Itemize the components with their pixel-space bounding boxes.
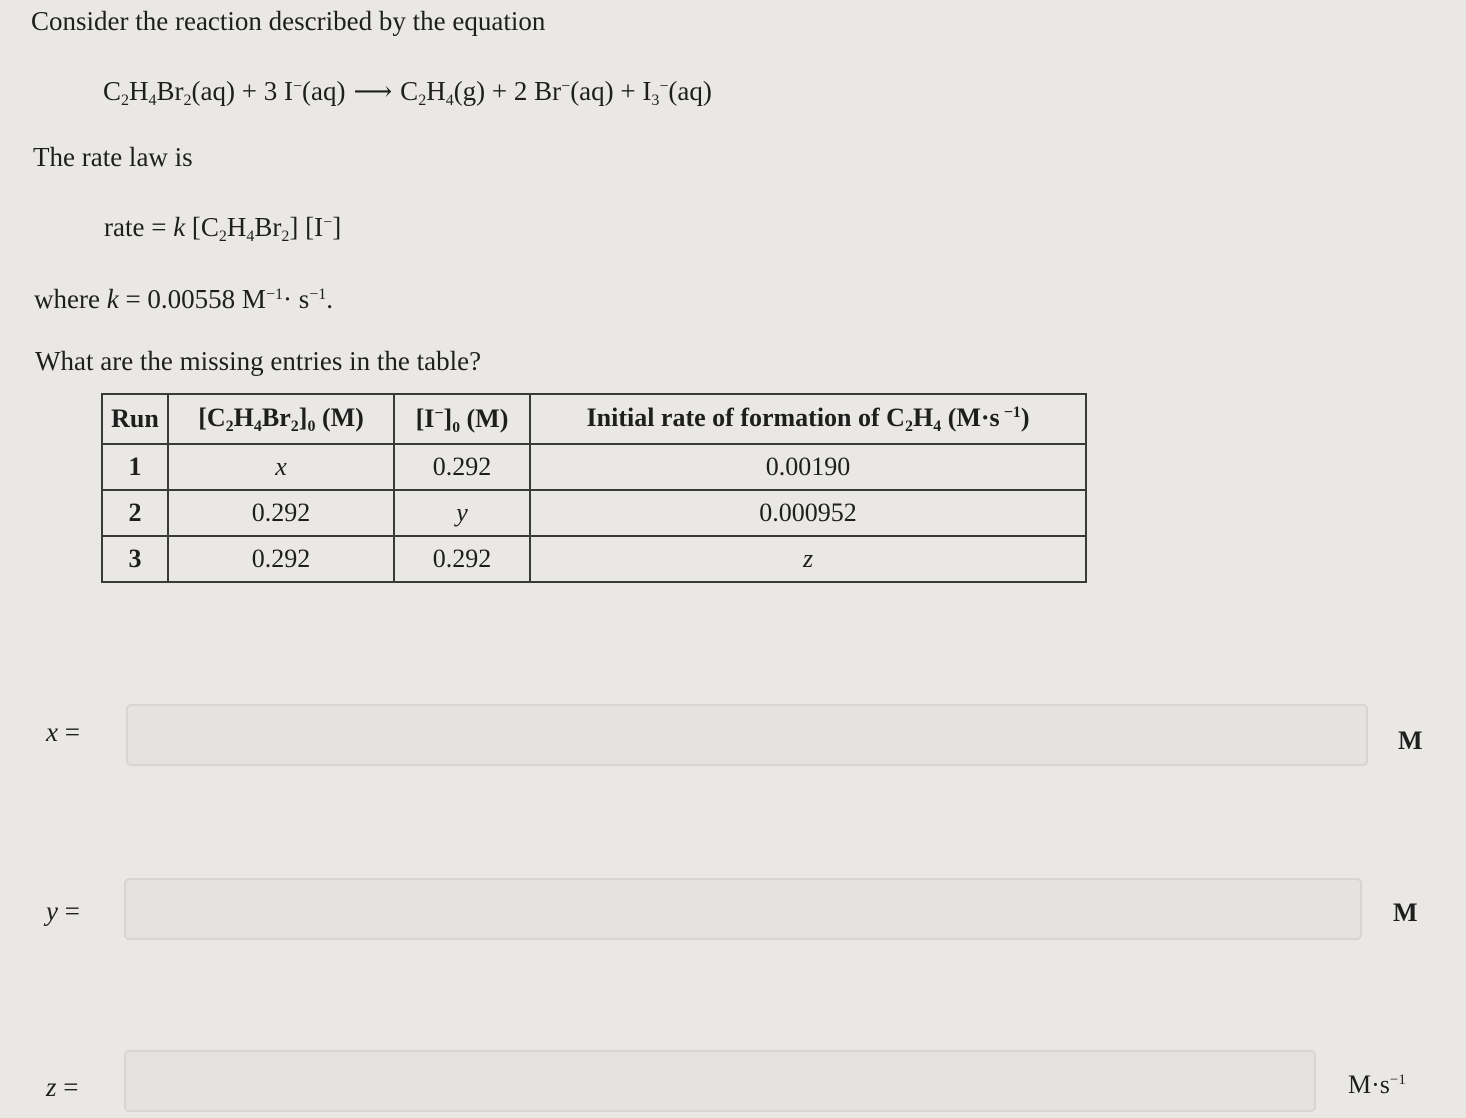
cell-rate: 0.000952: [530, 490, 1086, 536]
reaction-equation: $C_2H_4Br_2(aq) + 3$ I−(aq) ⟶ $C_2H_4(g) + 2$ $Br^-(aq) + I_3^-(aq)$: [103, 76, 712, 109]
answer-z-unit: $M\cdot s^{-1}$: [1348, 1070, 1406, 1099]
header-c2h4br2-conc: $[C_2H_4Br_2]_0$ (M): [168, 394, 394, 444]
answer-y-input[interactable]: [124, 878, 1362, 940]
header-iodide-conc: [I−]₀ (M): [394, 394, 530, 444]
answer-x-label: x =: [46, 717, 80, 747]
cell-run: 3: [102, 536, 168, 582]
rate-law-label: The rate law is: [33, 142, 193, 172]
cell-c2h4br2: 0.292: [168, 490, 394, 536]
answer-y-unit: M: [1393, 898, 1418, 927]
cell-c2h4br2: 0.292: [168, 536, 394, 582]
question-text: What are the missing entries in the table?: [35, 346, 482, 376]
header-initial-rate: Initial rate of formation of $C_2H_4$ (M·s $^{-1}$): [530, 394, 1086, 444]
answer-z-label: z =: [46, 1072, 79, 1102]
answer-x-input[interactable]: [126, 704, 1368, 766]
cell-run: 2: [102, 490, 168, 536]
cell-rate: 0.00190: [530, 444, 1086, 490]
cell-c2h4br2: x: [168, 444, 394, 490]
kinetics-data-table: [101, 393, 1087, 583]
answer-y-label: y =: [46, 896, 80, 926]
answer-x-unit: M: [1398, 726, 1423, 755]
answer-z-input[interactable]: [124, 1050, 1316, 1112]
cell-rate: z: [530, 536, 1086, 582]
cell-iodide: 0.292: [394, 536, 530, 582]
cell-iodide: y: [394, 490, 530, 536]
table-row: [102, 536, 1086, 582]
reaction-arrow-icon: ⟶: [353, 76, 393, 106]
cell-run: 1: [102, 444, 168, 490]
rate-constant-line: where k = 0.00558 $M^{-1}\cdot s^{-1}$.: [34, 284, 333, 314]
cell-iodide: 0.292: [394, 444, 530, 490]
header-run: Run: [102, 394, 168, 444]
intro-text: Consider the reaction described by the equation: [31, 6, 546, 36]
rate-law-equation: rate = k $[C_2H_4Br_2]$ [I−]: [104, 212, 342, 245]
table-row: [102, 490, 1086, 536]
table-header-row: [102, 394, 1086, 444]
table-row: [102, 444, 1086, 490]
